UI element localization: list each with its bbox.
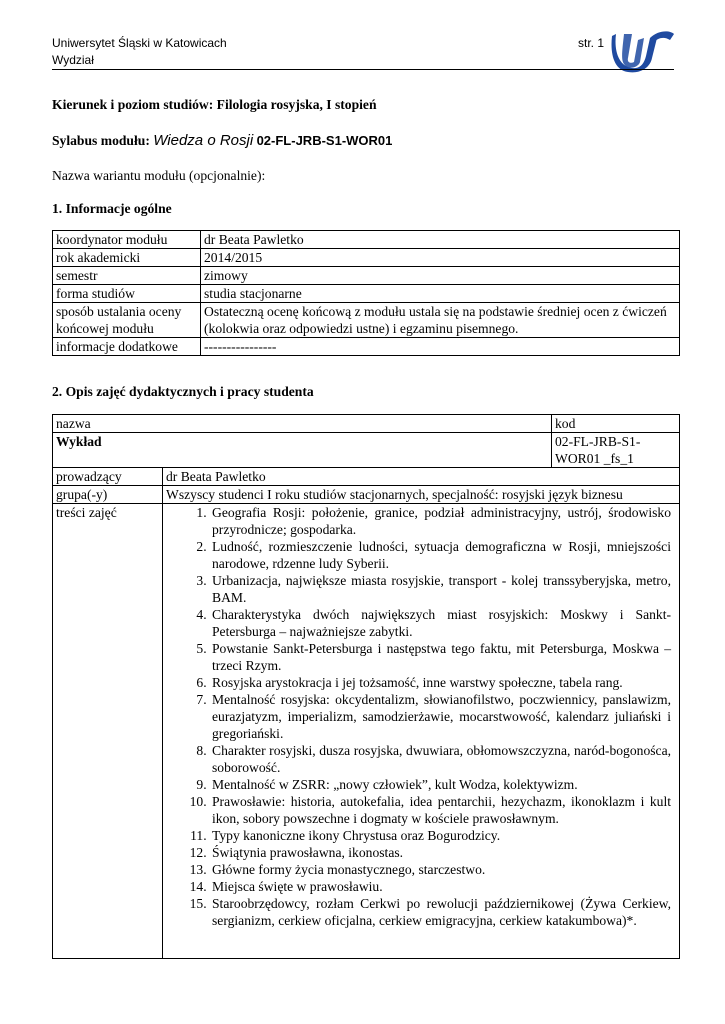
section-classes: 2. Opis zajęć dydaktycznych i pracy studenta [52, 384, 314, 399]
info-key: semestr [53, 267, 201, 285]
classes-details-table [52, 467, 680, 959]
section-general-info: 1. Informacje ogólne [52, 201, 172, 216]
table-row [53, 338, 680, 356]
general-info-table [52, 230, 680, 356]
page-header [52, 35, 612, 69]
group-label: grupa(-y) [53, 486, 163, 504]
syllabus-label: Sylabus modułu: [52, 133, 150, 148]
info-key: informacje dodatkowe [53, 338, 201, 356]
info-value: dr Beata Pawletko [201, 231, 680, 249]
list-item: 7. Mentalność rosyjska: okcydentalizm, słowianofilstwo, poczwiennicy, panslawizm, eurazjatyzm, imperializm, samodzierżawie, mocarstwowość, kalendarz juliański i gregoriański. [210, 691, 671, 742]
table-row [53, 486, 680, 504]
table-row [53, 504, 680, 959]
module-code: 02-FL-JRB-S1-WOR01 [256, 133, 393, 148]
classes-header-table [52, 414, 680, 468]
list-item: 1. Geografia Rosji: położenie, granice, podział administracyjny, ustrój, środowisko przyrodnicze; gospodarka. [210, 504, 671, 538]
list-item: 6. Rosyjska arystokracja i jej tożsamość, inne warstwy społeczne, tabela rang. [210, 674, 671, 691]
lecturer-value: dr Beata Pawletko [163, 468, 680, 486]
list-item: 15. Staroobrzędowcy, rozłam Cerkwi po rewolucji październikowej (Żywa Cerkiew, sergianizm, cerkiew oficjalna, cerkiew emigracyjna, cerkiew katakumbowa)*. [210, 895, 671, 929]
list-item: 5. Powstanie Sankt-Petersburga i następstwa tego faktu, mit Petersburga, Moskwa – trzeci Rzym. [210, 640, 671, 674]
topics-list [166, 504, 671, 929]
module-name: Wiedza o Rosji [153, 132, 254, 149]
table-row [53, 468, 680, 486]
info-value: zimowy [201, 267, 680, 285]
variant-label: Nazwa wariantu modułu (opcjonalnie): [52, 168, 266, 183]
header-divider [52, 69, 674, 70]
list-item: 13. Główne formy życia monastycznego, starczestwo. [210, 861, 671, 878]
table-row [53, 249, 680, 267]
table-row [53, 433, 680, 468]
study-direction: Kierunek i poziom studiów: Filologia rosyjska, I stopień [52, 97, 377, 112]
table-row [53, 285, 680, 303]
group-value: Wszyscy studenci I roku studiów stacjonarnych, specjalność: rosyjski język biznesu [163, 486, 680, 504]
code-header: kod [552, 415, 680, 433]
info-value: 2014/2015 [201, 249, 680, 267]
table-row [53, 267, 680, 285]
info-value: ---------------- [201, 338, 680, 356]
info-key: sposób ustalania oceny końcowej modułu [53, 303, 201, 338]
university-logo-icon [610, 28, 676, 74]
list-item: 3. Urbanizacja, największe miasta rosyjskie, transport - kolej transsyberyjska, metro, BAM. [210, 572, 671, 606]
name-header: nazwa [53, 415, 552, 433]
list-item: 12. Świątynia prawosławna, ikonostas. [210, 844, 671, 861]
table-row [53, 415, 680, 433]
content-label: treści zajęć [53, 504, 163, 959]
content-value [163, 504, 680, 959]
info-key: rok akademicki [53, 249, 201, 267]
list-item: 2. Ludność, rozmieszczenie ludności, sytuacja demograficzna w Rosji, mniejszości narodowe, rdzenne ludy Syberii. [210, 538, 671, 572]
info-value: studia stacjonarne [201, 285, 680, 303]
table-row [53, 303, 680, 338]
info-value: Ostateczną ocenę końcową z modułu ustala się na podstawie średniej ocen z ćwiczeń (kolokwia oraz odpowiedzi ustne) i egzaminu pisemnego. [201, 303, 680, 338]
class-name: Wykład [53, 433, 552, 468]
info-key: forma studiów [53, 285, 201, 303]
list-item: 4. Charakterystyka dwóch największych miast rosyjskich: Moskwy i Sankt-Petersburga – najważniejsze zabytki. [210, 606, 671, 640]
university-name: Uniwersytet Śląski w Katowicach [52, 36, 227, 50]
list-item: 11. Typy kanoniczne ikony Chrystusa oraz Bogurodzicy. [210, 827, 671, 844]
list-item: 8. Charakter rosyjski, dusza rosyjska, dwuwiara, obłomowszczyzna, naród-bogonośca, soborowość. [210, 742, 671, 776]
syllabus-title [52, 132, 682, 149]
page-number: str. 1 [577, 36, 604, 50]
faculty-name: Wydział [52, 53, 94, 67]
table-row [53, 231, 680, 249]
list-item: 10. Prawosławie: historia, autokefalia, idea pentarchii, hezychazm, ikonoklazm i kult ikon, sobory powszechne i dogmaty w kościele prawosławnym. [210, 793, 671, 827]
lecturer-label: prowadzący [53, 468, 163, 486]
list-item: 14. Miejsca święte w prawosławiu. [210, 878, 671, 895]
class-code: 02-FL-JRB-S1-WOR01 _fs_1 [552, 433, 680, 468]
info-key: koordynator modułu [53, 231, 201, 249]
list-item: 9. Mentalność w ZSRR: „nowy człowiek”, kult Wodza, kolektywizm. [210, 776, 671, 793]
